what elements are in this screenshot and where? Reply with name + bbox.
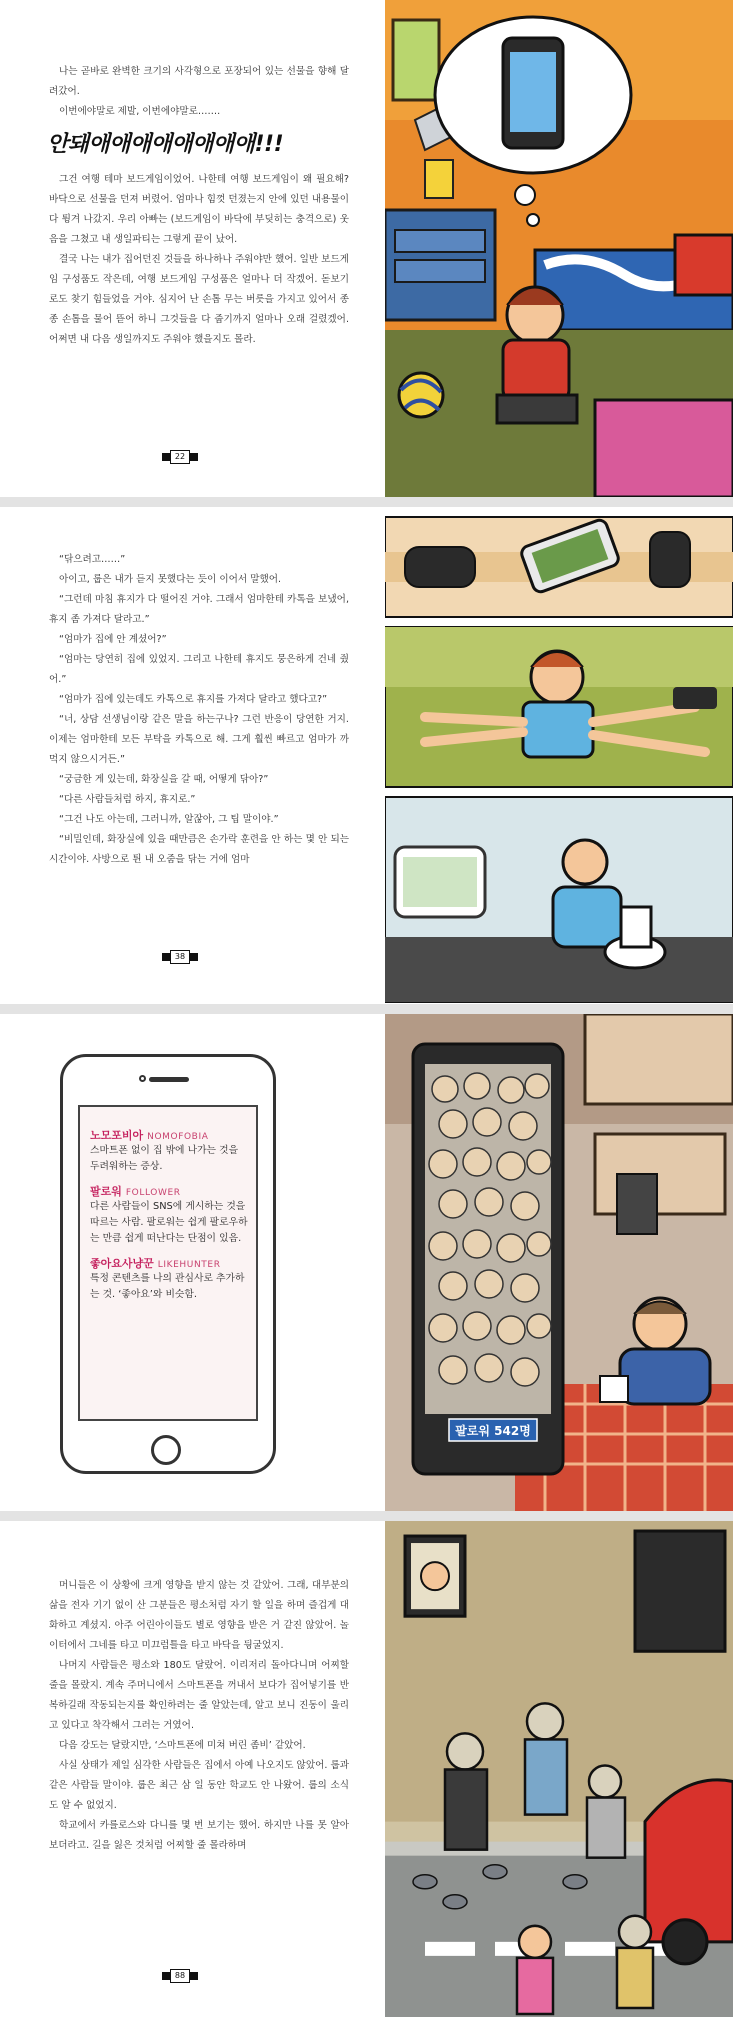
text-page-4: [0, 1521, 385, 2017]
spread-4: [0, 1521, 733, 2017]
page-text: [49, 550, 349, 870]
glossary-page: [0, 1014, 385, 1511]
camera-icon: [139, 1075, 146, 1082]
illustration-follower-phone: [385, 1014, 733, 1511]
phone-frame: [60, 1054, 276, 1474]
home-button-icon: [151, 1435, 181, 1465]
paragraph: 아이고, 룹은 내가 듣지 못했다는 듯이 이어서 말했어.: [59, 574, 282, 585]
glossary-term: 좋아요사냥꾼 LIKEHUNTER: [90, 1257, 221, 1270]
glossary-term-en: NOMOFOBIA: [147, 1132, 209, 1142]
spread-separator: [0, 1511, 733, 1521]
glossary-term-en: LIKEHUNTER: [157, 1260, 221, 1270]
page-text: [49, 1576, 349, 1856]
glossary-definition: 스마트폰 없이 집 밖에 나가는 것을 두려워하는 증상.: [90, 1145, 239, 1172]
paragraph: 머니들은 이 상황에 크게 영향을 받지 않는 것 같았어. 그래, 대부분의 삶을 전자 기기 없이 산 그분들은 평소처럼 자기 할 일을 하며 즐겁게 대화하고 계셨지. 아주 어린아이들도 별로 영향을 받은 거 같진 않았어. 놀이터에서 그네를 타고 미끄럼틀을 타고 바닥을 뒹굴었지.: [49, 1580, 349, 1651]
street-illustration: [385, 1521, 733, 2017]
illustration-comic-panels: [385, 507, 733, 1004]
paragraph: “너, 상담 선생님이랑 같은 말을 하는구나? 그런 반응이 당연한 거지. 이제는 엄마한테 모든 부탁을 카톡으로 해. 그게 훨씬 빠르고 엄마가 까먹지 않으시거든.”: [49, 714, 349, 765]
paragraph: “그런데 마침 휴지가 다 떨어진 거야. 그래서 엄마한테 카톡을 보냈어, 휴지 좀 가져다 달라고.”: [49, 594, 349, 625]
phone-screen: [78, 1105, 258, 1421]
paragraph: 학교에서 카를로스와 다니를 몇 번 보기는 했어. 하지만 나를 못 알아보더라고. 길을 잃은 것처럼 어찌할 줄 몰라하며: [49, 1820, 349, 1851]
illustration-street-zombies: [385, 1521, 733, 2017]
paragraph: “엄마는 당연히 집에 있었지. 그리고 나한테 휴지도 뭉은하게 건네 줬어.”: [49, 654, 349, 685]
speaker-icon: [149, 1077, 189, 1082]
page-number: 38: [162, 950, 198, 964]
glossary-list: [80, 1107, 256, 1303]
illustration-bedroom: [385, 0, 733, 497]
paragraph: “그건 나도 아는데, 그러니까, 알잖아, 그 팁 말이야.”: [59, 814, 279, 825]
page-number: 22: [162, 450, 198, 464]
paragraph: 결국 나는 내가 집어던진 것들을 하나하나 주워야만 했어. 일반 보드게임 구성품도 작은데, 여행 보드게임 구성품은 얼마나 더 작겠어. 돋보기로도 찾기 힘들었을 거야. 심지어 난 손톱 무는 버릇을 가지고 있어서 종종 손톱을 물어 뜯어 하니 그것들을 다 줍기까지 얼마나 오래 걸렸겠어. 어쩌면 내 다음 생일까지도 주워야 했을지도 몰라.: [49, 254, 349, 345]
paragraph: 그건 여행 테마 보드게임이었어. 나한테 여행 보드게임이 왜 필요해? 바닥으로 선물을 던져 버렸어. 엄마나 힘껏 던졌는지 안에 있던 내용물이 다 튕겨 나갔지. 우리 아빠는 (보드게임이 바닥에 부딪히는 충격으로) 웃음을 그쳤고 내 생일파티는 그렇게 끝이 났어.: [49, 174, 349, 245]
page-text: [49, 62, 349, 350]
paragraph: “비밀인데, 화장실에 있을 때만큼은 손가락 훈련을 안 하는 몇 안 되는 시간이야. 사방으로 튄 내 오줌을 닦는 거에 엄마: [49, 834, 349, 865]
glossary-definition: 특정 콘텐츠를 나의 관심사로 추가하는 것. ‘좋아요’와 비슷함.: [90, 1273, 245, 1300]
text-page-2: [0, 507, 385, 1004]
paragraph: 다음 강도는 달랐지만, ‘스마트폰에 미쳐 버린 좀비’ 같았어.: [59, 1740, 306, 1751]
glossary-definition: 다른 사람들이 SNS에 게시하는 것을 따르는 사람. 팔로워는 쉽게 팔로우하는 만큼 쉽게 떠난다는 단점이 있음.: [90, 1201, 248, 1244]
spread-1: [0, 0, 733, 497]
spread-separator: [0, 497, 733, 507]
follower-illustration: [385, 1014, 733, 1511]
shout-text: 안돼애애애애애애애애!!!: [47, 132, 284, 157]
paragraph: “닦으려고……”: [59, 554, 126, 565]
glossary-term: 팔로워 FOLLOWER: [90, 1185, 181, 1198]
paragraph: “궁금한 게 있는데, 화장실을 갈 때, 어떻게 닦아?”: [59, 774, 269, 785]
paragraph: 나머지 사람들은 평소와 180도 달랐어. 이리저리 돌아다니며 어찌할 줄을 몰랐지. 계속 주머니에서 스마트폰을 꺼내서 보다가 집어넣기를 반복하길래 작동되는지를 확인하려는 줄 알았는데, 알고 보니 진동이 울리고 있다고 착각해서 그러는 거였어.: [49, 1660, 349, 1731]
spread-3: [0, 1014, 733, 1511]
follower-count-sign: 팔로워 542명: [455, 1424, 531, 1438]
glossary-term: 노모포비아 NOMOFOBIA: [90, 1129, 209, 1142]
glossary-term-en: FOLLOWER: [125, 1188, 181, 1198]
bedroom-illustration: [385, 0, 733, 497]
paragraph: “엄마가 집에 안 계셨어?”: [59, 634, 167, 645]
spread-separator: [0, 1004, 733, 1014]
spread-2: [0, 507, 733, 1004]
paragraph: 사실 상태가 제일 심각한 사람들은 집에서 아예 나오지도 않았어. 룹과 같은 사람들 말이야. 룹은 최근 삼 일 동안 학교도 안 나왔어. 룹의 소식도 알 수 없었지.: [49, 1760, 349, 1811]
comic-panels-illustration: [385, 507, 733, 1004]
paragraph: “엄마가 집에 있는데도 카톡으로 휴지를 가져다 달라고 했다고?”: [59, 694, 328, 705]
text-page-1: [0, 0, 385, 497]
paragraph: 이번에야말로 제발, 이번에야말로…….: [59, 106, 221, 117]
paragraph: 나는 곧바로 완벽한 크기의 사각형으로 포장되어 있는 선물을 향해 달려갔어.: [49, 66, 349, 97]
paragraph: “다른 사람들처럼 하지, 휴지로.”: [59, 794, 196, 805]
page-number: 88: [162, 1969, 198, 1983]
